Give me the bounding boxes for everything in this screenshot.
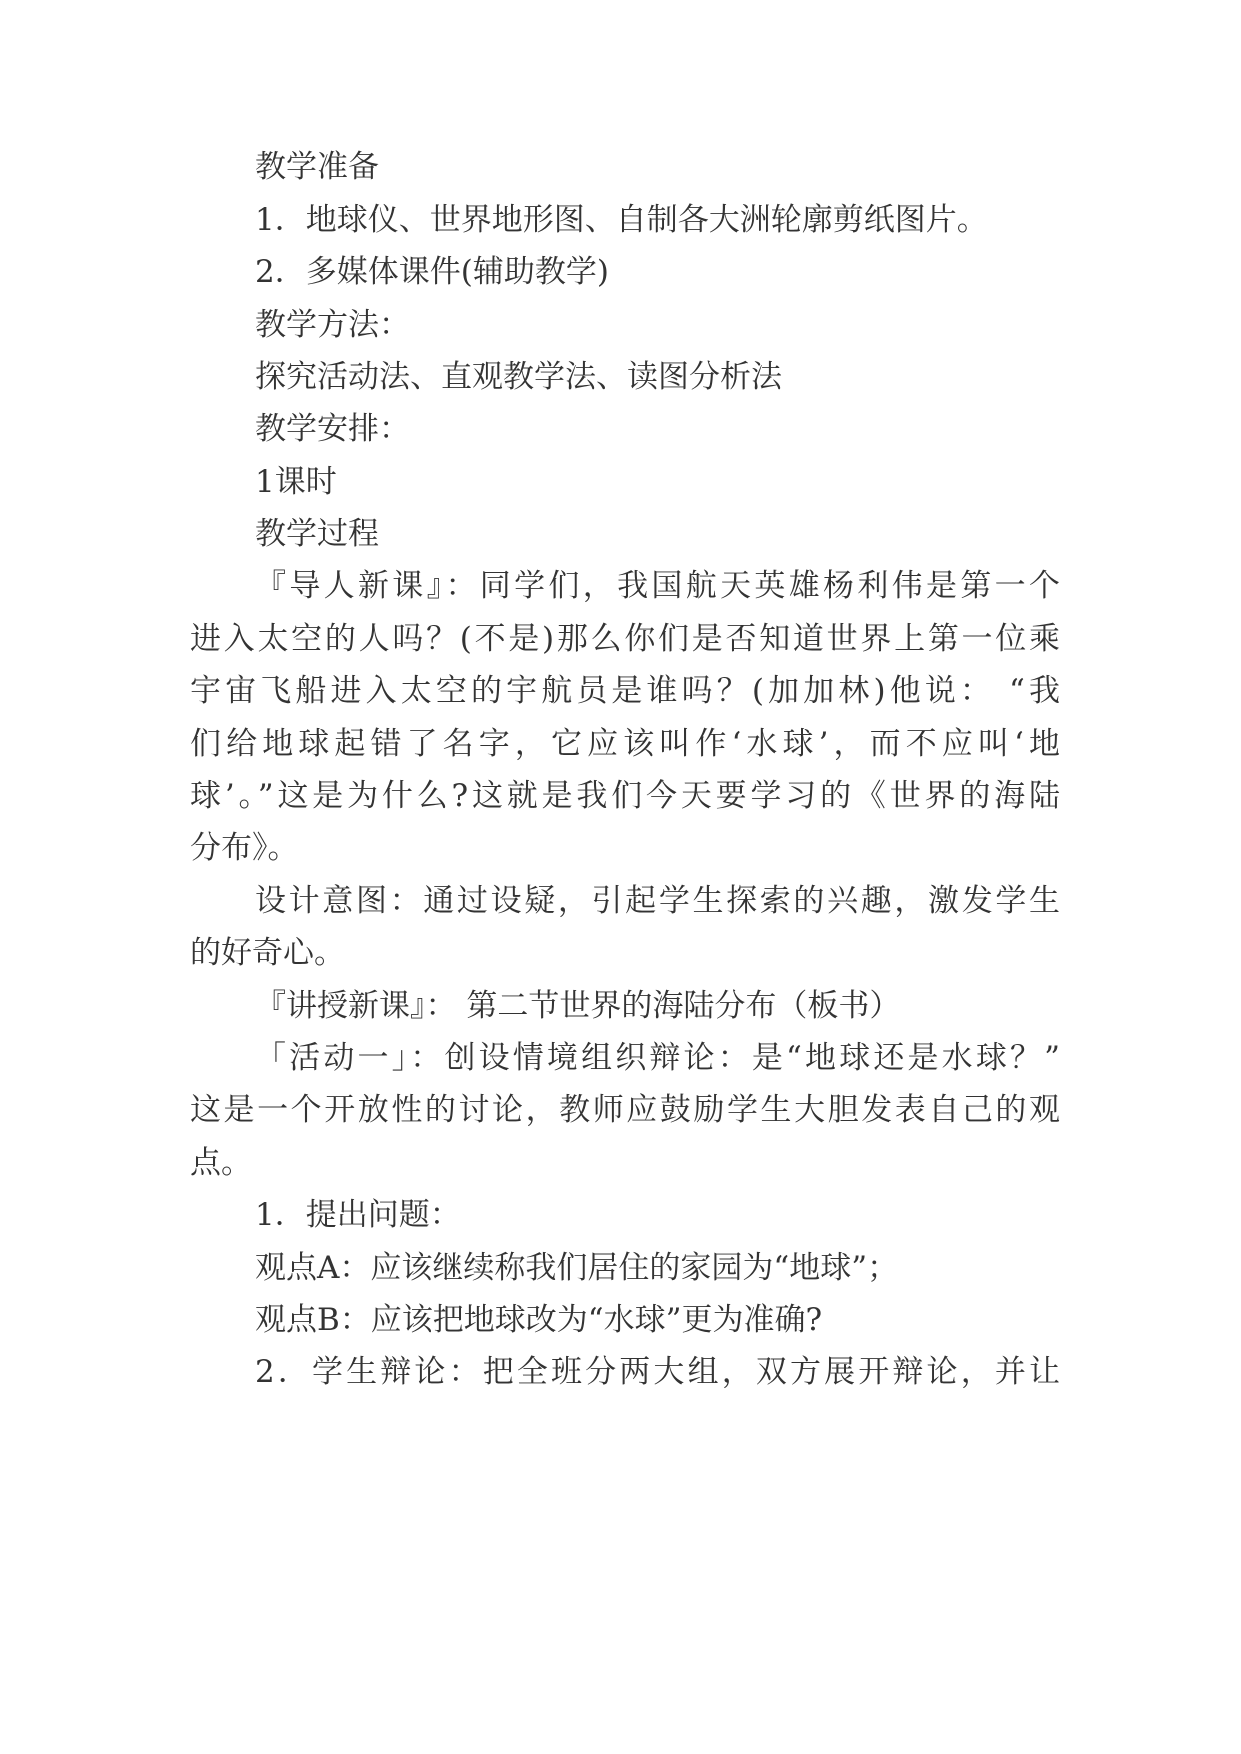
paragraph-line: 球’。”这是为什么?这就是我们今天要学习的《世界的海陆 — [190, 778, 1060, 814]
paragraph-line: 们给地球起错了名字，它应该叫作‘水球’，而不应叫‘地 — [190, 726, 1060, 762]
paragraph-line: 「活动一」：创设情境组织辩论：是“地球还是水球？” — [255, 1040, 1060, 1076]
paragraph-line: 设计意图：通过设疑，引起学生探索的兴趣，激发学生 — [255, 883, 1060, 919]
paragraph-line: 探究活动法、直观教学法、读图分析法 — [255, 359, 782, 395]
paragraph-line: 宇宙飞船进入太空的宇航员是谁吗？(加加林)他说： “我 — [190, 673, 1060, 709]
paragraph-line: 的好奇心。 — [190, 935, 345, 971]
paragraph-line: 点。 — [190, 1145, 252, 1181]
paragraph-line: 2．学生辩论：把全班分两大组，双方展开辩论，并让 — [255, 1354, 1060, 1390]
paragraph-line: 1．提出问题： — [255, 1197, 461, 1233]
heading-method: 教学方法： — [255, 307, 410, 343]
paragraph-line: 『导人新课』：同学们，我国航天英雄杨利伟是第一个 — [255, 568, 1060, 604]
paragraph-line: 『讲授新课』： 第二节世界的海陆分布（板书） — [255, 988, 901, 1024]
heading-process: 教学过程 — [255, 516, 379, 552]
paragraph-line: 1课时 — [255, 464, 337, 500]
paragraph-line: 1．地球仪、世界地形图、自制各大洲轮廓剪纸图片。 — [255, 202, 988, 238]
paragraph-line: 这是一个开放性的讨论，教师应鼓励学生大胆发表自己的观 — [190, 1092, 1060, 1128]
heading-arrangement: 教学安排： — [255, 411, 410, 447]
heading-preparation: 教学准备 — [255, 149, 379, 185]
paragraph-line: 观点A：应该继续称我们居住的家园为“地球”； — [255, 1250, 899, 1286]
paragraph-line: 2．多媒体课件(辅助教学) — [255, 254, 609, 290]
paragraph-line: 观点B：应该把地球改为“水球”更为准确? — [255, 1302, 823, 1338]
paragraph-line: 进入太空的人吗？(不是)那么你们是否知道世界上第一位乘 — [190, 621, 1060, 657]
paragraph-line: 分布》。 — [190, 830, 299, 866]
